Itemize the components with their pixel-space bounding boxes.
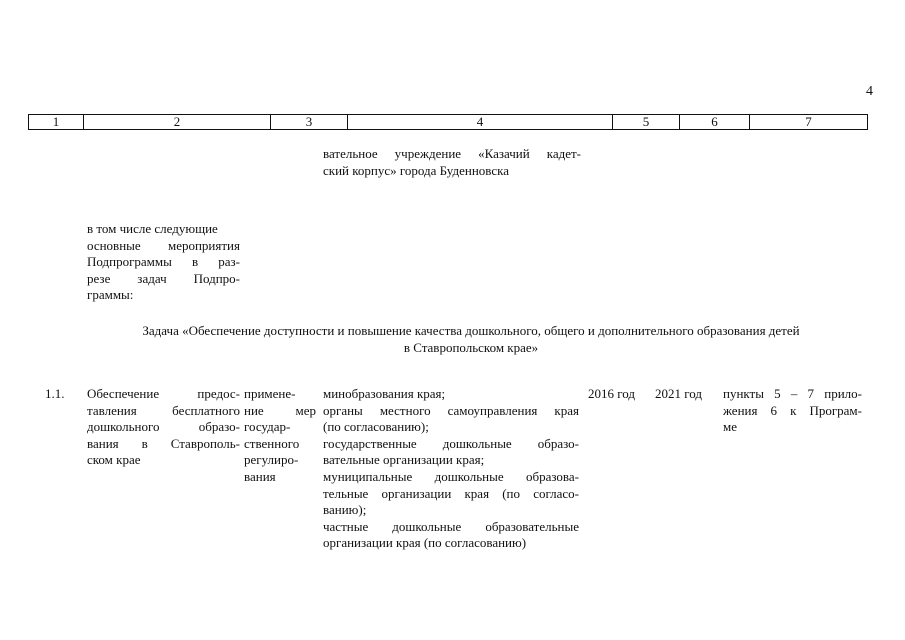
text-line: муниципальные дошкольные образова- [323,468,579,484]
text-line: ванию); [323,502,367,518]
row-number: 1.1. [45,386,65,401]
text-line: жения 6 к Програм- [723,402,862,418]
text-line: Обеспечение предос- [87,386,240,401]
text-line: тавления бесплатного [87,402,240,418]
text-line: вательное учреждение «Казачий кадет- [323,146,581,161]
text-line: ние мер [244,402,316,418]
text-line: тельные организации края (по согласо- [323,485,579,501]
text-line: ском крае [87,452,141,468]
column-number-header [28,114,868,130]
text-line: (по согласованию); [323,419,429,435]
text-line: ственного [244,435,300,451]
text-line: Подпрограммы в раз- [87,254,240,270]
column-header-6: 6 [680,115,750,129]
text-line: основные мероприятия [87,237,240,253]
activity-name [87,386,240,469]
page-number: 4 [866,84,873,99]
text-line: частные дошкольные образовательные [323,518,579,534]
column-header-7: 7 [805,114,812,129]
including-activities-text [87,221,240,304]
text-line: вания [244,468,276,484]
text-line: регулиро- [244,452,299,468]
column-header-4: 4 [348,115,613,129]
activity-executors [323,386,579,552]
column-header-5: 5 [613,115,680,129]
start-year: 2016 год [588,386,635,401]
text-line: ский корпус» города Буденновска [323,162,509,178]
task-heading-line-2: в Ставропольском крае» [403,339,539,355]
task-heading-line-1: Задача «Обеспечение доступности и повышение качества дошкольного, общего и дополнительного образования детей [142,323,800,338]
text-line: дошкольного образо- [87,419,240,435]
task-heading [86,323,856,356]
text-line: резе задач Подпро- [87,270,240,286]
column-header-2: 2 [84,115,271,129]
text-line: организации края (по согласованию) [323,535,527,551]
text-line: органы местного самоуправления края [323,402,579,418]
text-line: граммы: [87,287,134,303]
text-line: в том числе следующие [87,221,218,236]
column-header-1: 1 [29,115,84,129]
text-line: примене- [244,386,296,401]
text-line: минобразования края; [323,386,446,401]
activity-method [244,386,316,486]
text-line: вательные организации края; [323,452,485,468]
column-header-3: 3 [271,115,348,129]
text-line: вания в Ставрополь- [87,435,240,451]
text-line: ме [723,419,737,435]
continued-executor-text [323,146,581,179]
text-line: государ- [244,419,291,435]
end-year: 2021 год [655,386,702,401]
text-line: государственные дошкольные образо- [323,435,579,451]
indicators [723,386,862,436]
text-line: пункты 5 – 7 прило- [723,386,862,401]
